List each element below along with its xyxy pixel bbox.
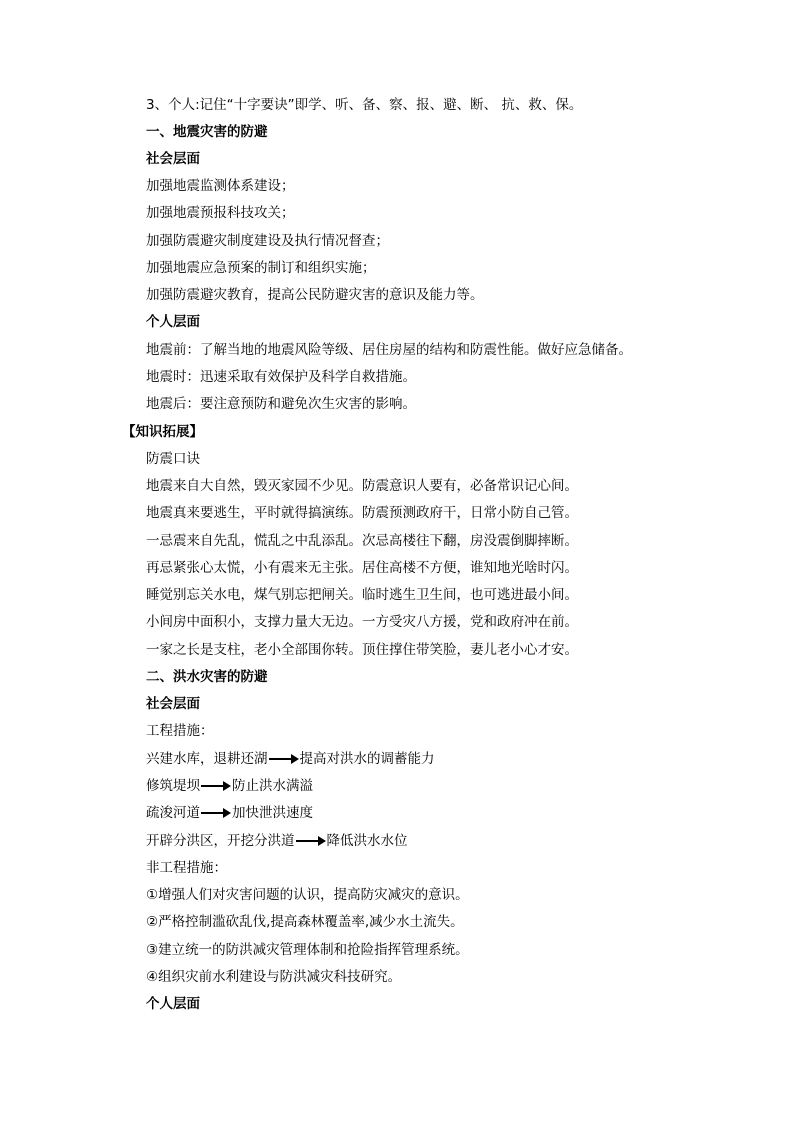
- measure-effect: 提高对洪水的调蓄能力: [299, 751, 435, 767]
- rhyme-line: 地震真来要逃生，平时就得搞演练。防震预测政府干，日常小防自己管。: [146, 505, 578, 521]
- rhyme-line: 小间房中面积小，支撑力量大无边。一方受灾八方援，党和政府冲在前。: [146, 614, 578, 630]
- text-line: 地震前：了解当地的地震风险等级、居住房屋的结构和防震性能。做好应急储备。: [146, 342, 632, 358]
- arrow-right-icon: [201, 808, 231, 818]
- rhyme-line: 睡觉别忘关水电，煤气别忘把闸关。临时逃生卫生间，也可逃进最小间。: [146, 587, 578, 603]
- subheading-personal: 个人层面: [146, 314, 200, 330]
- numbered-item: ④组织灾前水利建设与防洪减灾科技研究。: [146, 969, 402, 985]
- measure-line: [146, 750, 435, 768]
- section-heading-earthquake: 一、地震灾害的防避: [146, 124, 268, 140]
- knowledge-extension-heading: 【知识拓展】: [122, 424, 203, 440]
- text-line: 加强防震避灾教育，提高公民防避灾害的意识及能力等。: [146, 287, 484, 303]
- numbered-item: ③建立统一的防洪减灾管理体制和抢险指挥管理系统。: [146, 942, 469, 958]
- non-engineering-measures-label: 非工程措施：: [146, 860, 227, 876]
- text-line: 地震时：迅速采取有效保护及科学自救措施。: [146, 369, 416, 385]
- numbered-item: ①增强人们对灾害问题的认识，提高防灾减灾的意识。: [146, 887, 469, 903]
- measure-line: [146, 777, 313, 795]
- measure-action: 兴建水库，退耕还湖: [146, 751, 268, 767]
- measure-action: 修筑堤坝: [146, 778, 200, 794]
- measure-effect: 防止洪水满溢: [232, 778, 313, 794]
- subheading-social: 社会层面: [146, 696, 200, 712]
- measure-action: 疏浚河道: [146, 805, 200, 821]
- measure-line: [146, 804, 313, 822]
- rhyme-line: 地震来自大自然，毁灭家园不少见。防震意识人要有，必备常识记心间。: [146, 478, 578, 494]
- arrow-right-icon: [269, 754, 299, 764]
- section-heading-flood: 二、洪水灾害的防避: [146, 669, 268, 685]
- text-line: 地震后：要注意预防和避免次生灾害的影响。: [146, 396, 416, 412]
- measure-effect: 降低洪水水位: [326, 833, 408, 849]
- measure-effect: 加快泄洪速度: [232, 805, 313, 821]
- numbered-item: ②严格控制滥砍乱伐,提高森林覆盖率,减少水土流失。: [146, 914, 464, 930]
- arrow-right-icon: [201, 781, 231, 791]
- arrow-right-icon: [296, 836, 326, 846]
- text-line: 加强地震应急预案的制订和组织实施；: [146, 260, 376, 276]
- rhyme-line: 再忌紧张心太慌，小有震来无主张。居住高楼不方便，谁知地光啥时闪。: [146, 560, 578, 576]
- measure-action: 开辟分洪区，开挖分洪道: [146, 833, 295, 849]
- subheading-social: 社会层面: [146, 151, 200, 167]
- text-line: 加强防震避灾制度建设及执行情况督查；: [146, 233, 389, 249]
- text-line: 加强地震预报科技攻关；: [146, 205, 295, 221]
- rhyme-line: 一忌震来自先乱，慌乱之中乱添乱。次忌高楼往下翻，房没震倒脚摔断。: [146, 533, 578, 549]
- engineering-measures-label: 工程措施：: [146, 723, 214, 739]
- rhyme-title: 防震口诀: [146, 451, 200, 467]
- subheading-personal: 个人层面: [146, 996, 200, 1012]
- measure-line: [146, 832, 408, 850]
- rhyme-line: 一家之长是支柱，老小全部围你转。顶住撑住带笑脸，妻儿老小心才安。: [146, 642, 578, 658]
- text-line: 加强地震监测体系建设；: [146, 178, 295, 194]
- personal-ten-rules: 3、个人:记住“十字要诀”即学、听、备、察、报、避、断、 抗、救、保。: [146, 97, 583, 113]
